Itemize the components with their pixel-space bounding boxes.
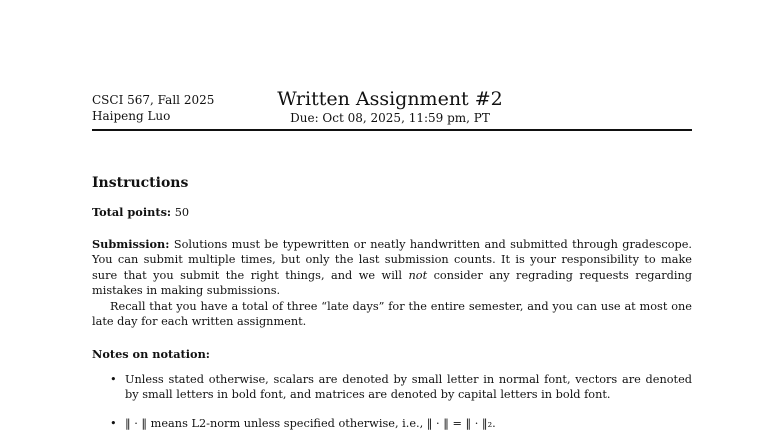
late-days-paragraph: Recall that you have a total of three “late days” for the entire semester, and you can use at most one late day for each written assignment. [92,300,692,329]
total-points-value: 50 [174,206,190,219]
bullet-icon: • [110,373,117,386]
notation-heading: Notes on notation: [92,347,210,361]
course-name: CSCI 567, Fall 2025 [92,93,215,107]
due-date: Due: Oct 08, 2025, 11:59 pm, PT [290,111,490,125]
notation-item-text: Unless stated otherwise, scalars are denoted by small letter in normal font, vectors are denoted by small letters in bold font, and matrices are denoted by capital letters in bold font. [125,373,692,402]
submission-emphasis: not [408,268,428,282]
submission-text-1: Solutions must be typewritten or neatly handwritten and submitted through gradescope. You can submit multiple times, but only the last submission counts. It is your responsibility to make sure that you submit the right things, and we will [92,238,692,282]
header-rule [92,129,692,131]
notation-item-text: ‖ · ‖ means L2-norm unless specified otherwise, i.e., ‖ · ‖ = ‖ · ‖₂. [125,416,496,430]
total-points-label: Total points: [92,205,172,219]
list-item [92,416,692,431]
notation-list [92,372,692,444]
submission-label: Submission: [92,237,170,251]
submission-paragraph [92,237,692,298]
header-center [240,88,540,126]
list-item [92,372,692,403]
header-left [92,92,214,124]
instructions-heading: Instructions [92,175,189,191]
total-points [92,205,692,220]
bullet-icon: • [110,416,117,430]
instructor-name: Haipeng Luo [92,109,171,123]
assignment-title: Written Assignment #2 [277,88,503,110]
submission-text-2: consider any regrading requests regarding mistakes in making submissions. [92,268,693,297]
